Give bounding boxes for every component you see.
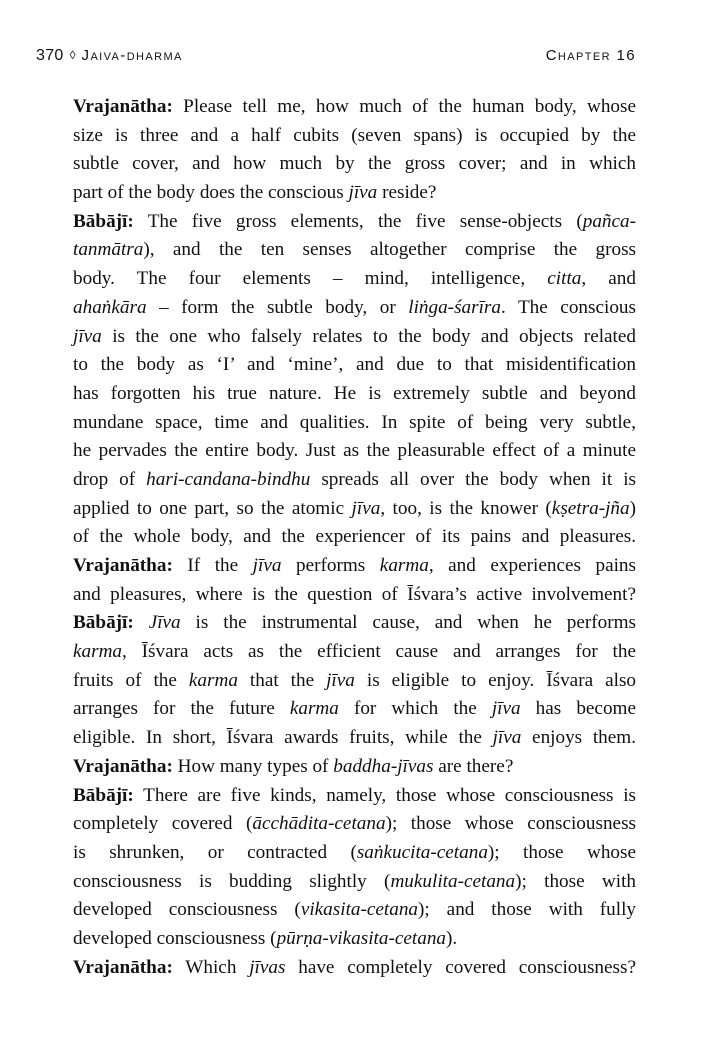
text-run: he pervades the entire body. Just as the pleasurable effect of a minute — [73, 440, 636, 462]
speaker-name: Bābājī: — [73, 784, 134, 806]
text-run: consciousness is budding slightly ( — [73, 870, 391, 892]
text-run: eligible. In short, Īśvara awards fruits, while the — [73, 727, 493, 749]
text-run: has become — [520, 698, 636, 720]
italic-term: baddha-jīvas — [333, 755, 434, 777]
italic-term: mukulita-cetana — [390, 870, 516, 892]
italic-term: vikasita-cetana — [300, 899, 419, 921]
running-header — [36, 47, 636, 73]
text-run: developed consciousness ( — [73, 927, 277, 949]
text-line — [73, 695, 636, 724]
text-run: If the — [172, 555, 253, 576]
text-run: reside? — [377, 182, 437, 204]
book-title: Jaiva-dharma — [81, 47, 183, 64]
text-line — [73, 581, 636, 610]
text-run: , too, is the knower ( — [380, 497, 552, 519]
text-run: is eligible to enjoy. Īśvara also — [354, 669, 636, 691]
text-line — [73, 724, 636, 753]
chapter-title: Chapter 16 — [545, 47, 636, 64]
italic-term: karma — [73, 641, 123, 663]
italic-term: jīva — [326, 669, 355, 691]
text-run: spreads all over the body when it is — [310, 468, 637, 490]
text-run: – form the subtle body, or — [146, 296, 409, 318]
text-run: Which — [172, 956, 250, 978]
text-line — [73, 380, 636, 409]
text-line — [73, 523, 636, 552]
text-line — [73, 753, 636, 782]
text-line — [73, 896, 636, 925]
text-run: ). — [446, 927, 458, 949]
text-run: completely covered ( — [73, 813, 253, 835]
text-line — [73, 179, 636, 208]
italic-term: citta — [547, 268, 582, 290]
text-line — [73, 323, 636, 352]
text-run: performs — [281, 555, 380, 576]
text-run: The five gross elements, the five sense-objects ( — [133, 210, 583, 232]
text-run: fruits of the — [73, 669, 189, 691]
text-run: size is three and a half cubits (seven spans) is occupied by the — [73, 124, 636, 146]
text-run: ); and those with fully — [418, 899, 636, 921]
italic-term: ācchādita-cetana — [252, 813, 386, 835]
page-number: 370 — [36, 47, 64, 64]
italic-term: pūrṇa-vikasita-cetana — [276, 927, 447, 949]
text-run: ); those whose — [487, 841, 636, 863]
text-run: , and — [581, 268, 636, 290]
italic-term: jīvas — [249, 956, 286, 978]
text-run: There are five kinds, namely, those whose consciousness is — [133, 784, 636, 806]
italic-term: jīva — [491, 698, 521, 720]
text-line — [73, 810, 636, 839]
text-line — [73, 466, 636, 495]
text-line — [73, 552, 636, 581]
speaker-name: Bābājī: — [73, 612, 134, 634]
text-line — [73, 925, 636, 954]
text-line — [73, 609, 636, 638]
italic-term: liṅga-śarīra — [408, 296, 501, 318]
text-run: to the body as ‘I’ and ‘mine’, and due to that misidentification — [73, 354, 636, 376]
text-run: applied to one part, so the atomic — [73, 497, 352, 519]
text-run: ); those whose consciousness — [385, 813, 637, 835]
italic-term: karma — [188, 669, 238, 691]
text-line — [73, 208, 636, 237]
text-line — [73, 351, 636, 380]
text-line — [73, 236, 636, 265]
body-text — [73, 93, 636, 982]
text-run: developed consciousness ( — [73, 899, 301, 921]
italic-term: jīva — [351, 497, 381, 519]
italic-term: tanmātra — [73, 239, 144, 261]
italic-term: karma — [379, 555, 429, 576]
text-line — [73, 294, 636, 323]
text-run: How many types of — [172, 755, 334, 777]
text-run: are there? — [433, 755, 514, 777]
text-run: of the whole body, and the experiencer of its pains and pleasures. — [73, 526, 636, 548]
text-run: drop of — [73, 468, 147, 490]
header-right — [546, 47, 636, 65]
text-run: Please tell me, how much of the human body, whose — [172, 96, 636, 117]
text-line — [73, 954, 636, 983]
text-line — [73, 495, 636, 524]
text-line — [73, 782, 636, 811]
text-run: has forgotten his true nature. He is extremely subtle and beyond — [73, 382, 636, 404]
text-run: ) — [629, 497, 636, 519]
text-run: , and experiences pains — [428, 555, 636, 576]
text-line — [73, 437, 636, 466]
italic-term: ahaṅkāra — [73, 296, 147, 318]
speaker-name: Vrajanātha: — [73, 555, 173, 576]
speaker-name: Bābājī: — [73, 210, 134, 232]
text-line — [73, 839, 636, 868]
text-run: body. The four elements – mind, intelligence, — [73, 268, 548, 290]
text-line — [73, 93, 636, 122]
italic-term: jīva — [252, 555, 282, 576]
text-run: is shrunken, or contracted ( — [73, 841, 357, 863]
italic-term: karma — [289, 698, 339, 720]
text-run: part of the body does the conscious — [73, 182, 349, 204]
text-line — [73, 409, 636, 438]
italic-term: hari-candana-bindhu — [146, 468, 311, 490]
speaker-name: Vrajanātha: — [73, 96, 173, 117]
text-line — [73, 667, 636, 696]
text-run — [134, 612, 149, 633]
speaker-name: Vrajanātha: — [73, 755, 173, 777]
italic-term: Jīva — [148, 612, 181, 634]
header-left — [36, 47, 183, 65]
text-run: and pleasures, where is the question of Īśvara’s active involvement? — [73, 583, 636, 605]
italic-term: saṅkucita-cetana — [356, 841, 488, 863]
text-run: , Īśvara acts as the efficient cause and arranges for the — [122, 641, 636, 663]
text-run: arranges for the future — [73, 698, 290, 720]
italic-term: jīva — [73, 325, 102, 347]
text-run: have completely covered consciousness? — [285, 956, 636, 978]
text-run: enjoys them. — [521, 727, 636, 749]
text-run: is the one who falsely relates to the body and objects related — [101, 325, 636, 347]
text-run: that the — [237, 669, 327, 691]
text-line — [73, 122, 636, 151]
text-run: ), and the ten senses altogether comprise the gross — [143, 239, 636, 261]
text-line — [73, 638, 636, 667]
text-run: is the instrumental cause, and when he performs — [180, 612, 637, 634]
italic-term: jīva — [348, 182, 378, 204]
speaker-name: Vrajanātha: — [73, 956, 173, 978]
diamond-ornament-icon: ◊ — [69, 48, 76, 62]
italic-term: pañca- — [582, 210, 636, 232]
text-run: . The conscious — [501, 296, 636, 318]
text-run: for which the — [338, 698, 492, 720]
text-line — [73, 265, 636, 294]
text-line — [73, 150, 636, 179]
italic-term: kṣetra-jña — [551, 497, 630, 519]
text-run: ); those with — [515, 870, 636, 892]
text-line — [73, 868, 636, 897]
text-run: mundane space, time and qualities. In spite of being very subtle, — [73, 411, 636, 433]
italic-term: jīva — [492, 727, 522, 749]
text-run: subtle cover, and how much by the gross cover; and in which — [73, 153, 636, 175]
